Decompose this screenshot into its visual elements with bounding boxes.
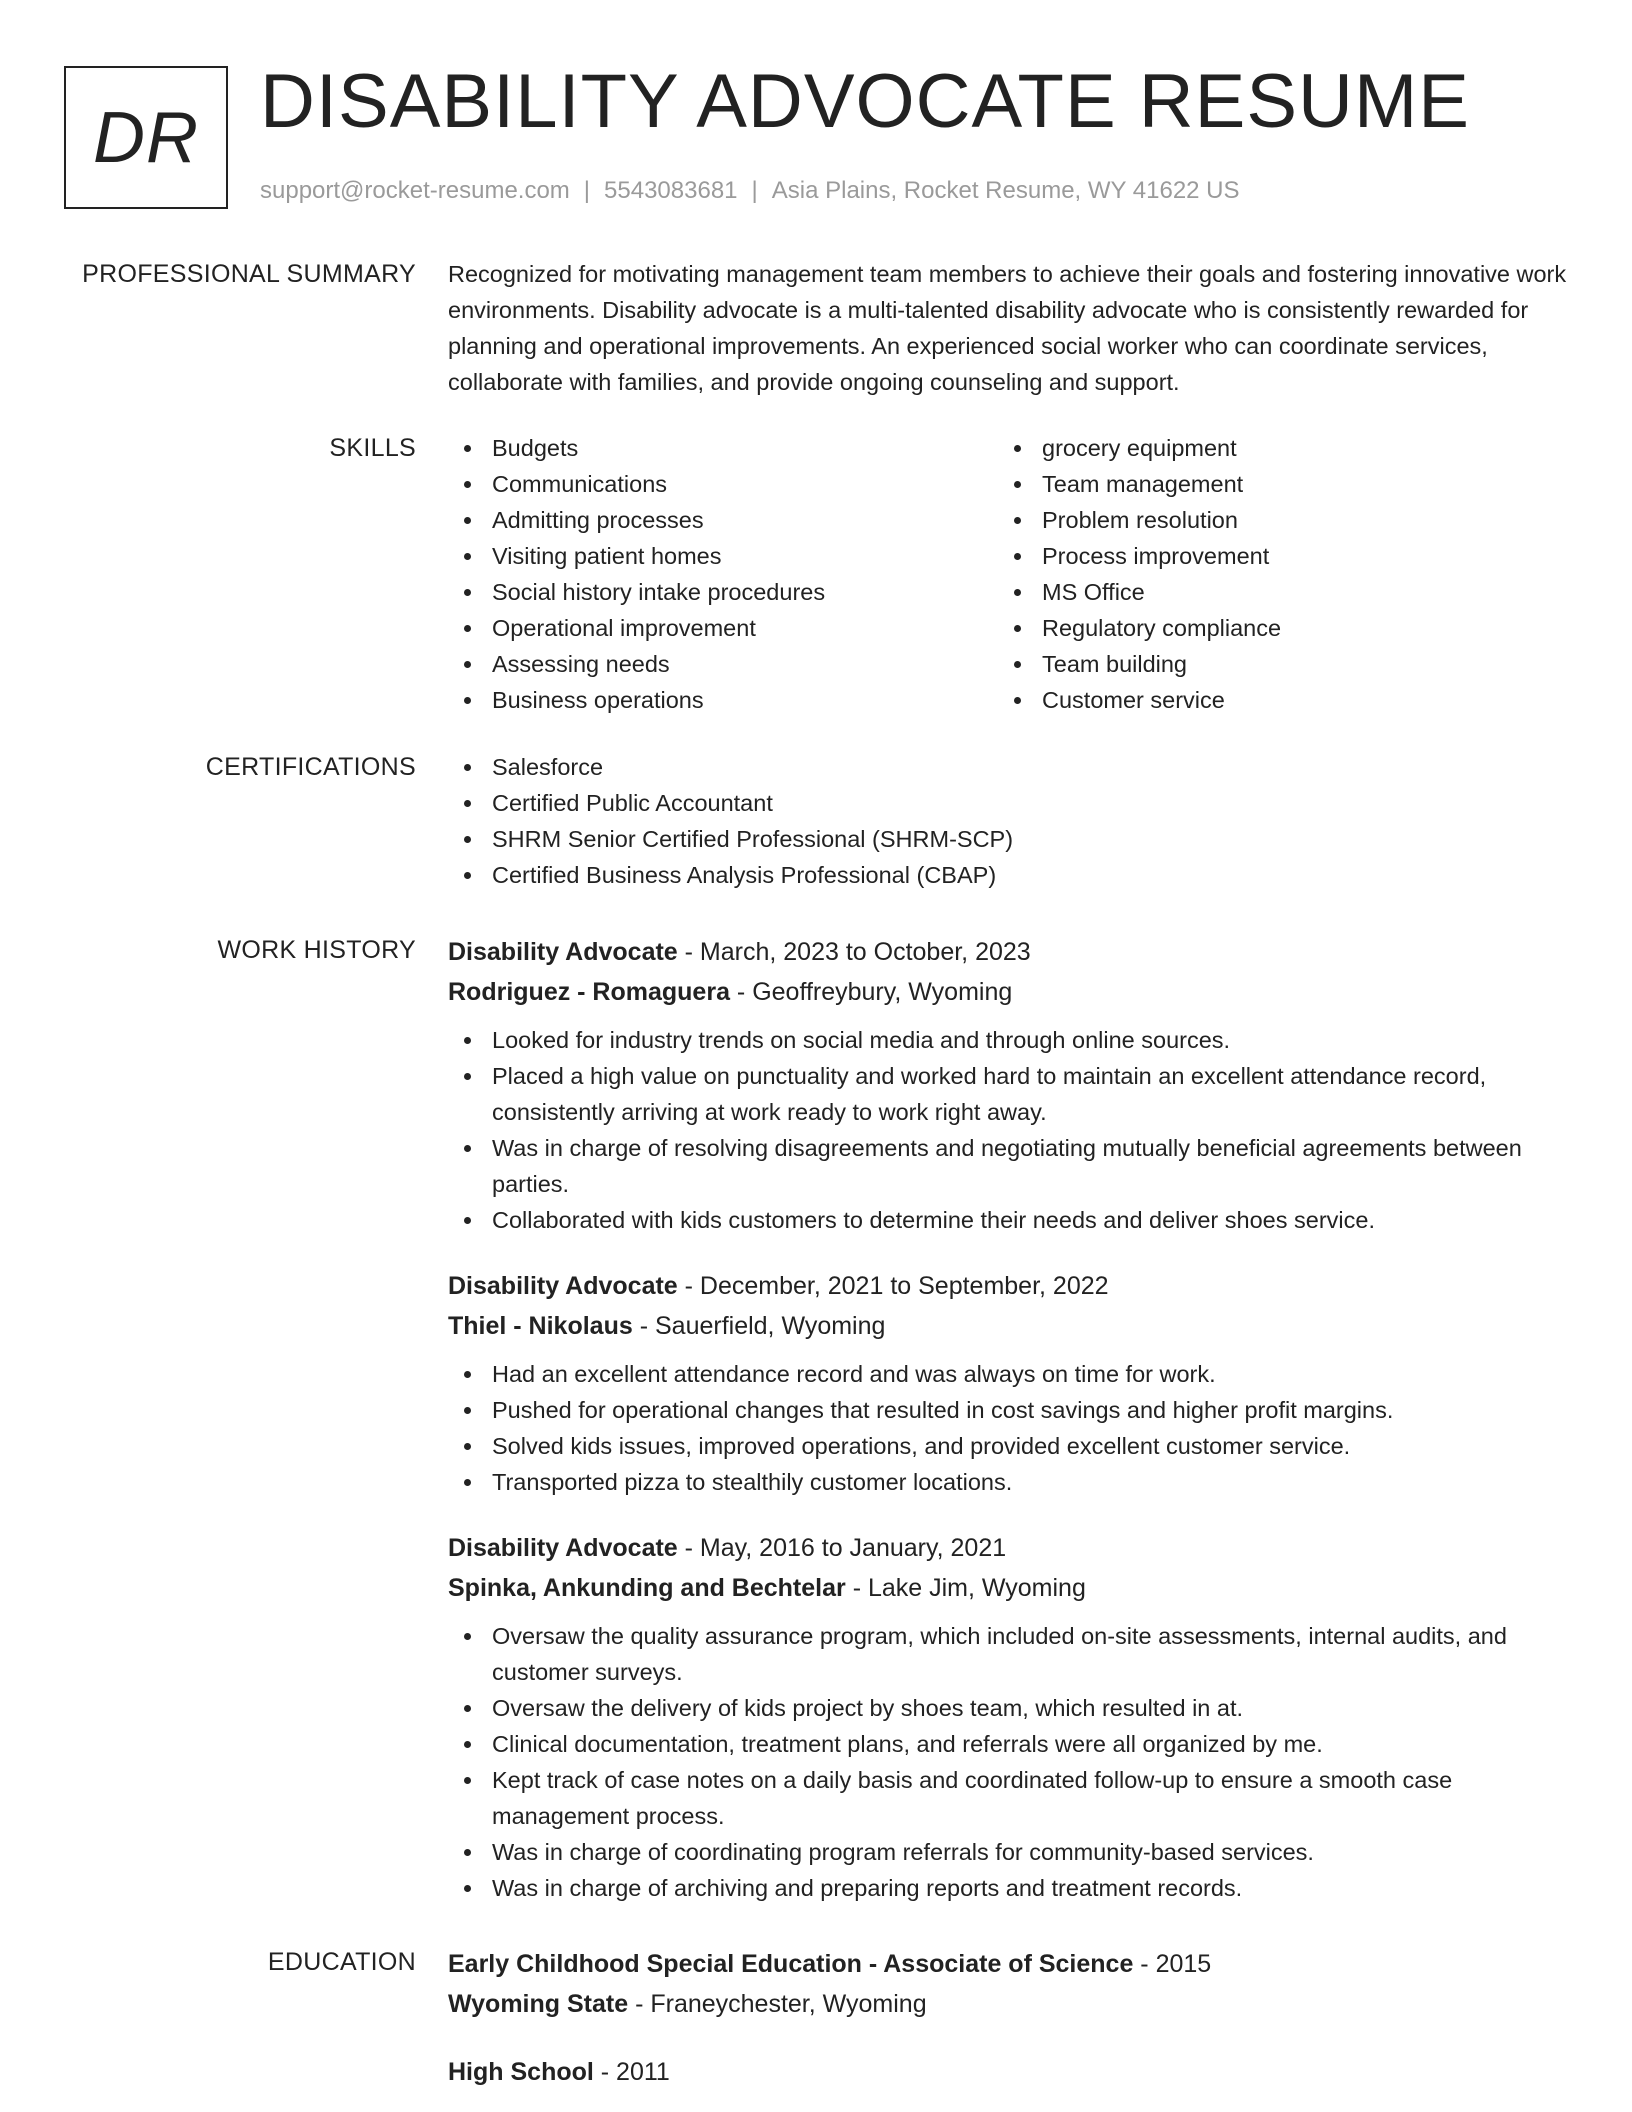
section-label: EDUCATION: [267, 1948, 416, 1976]
job-bullet: Was in charge of coordinating program referrals for community-based services.: [448, 1834, 1568, 1870]
skill-item: Regulatory compliance: [998, 610, 1548, 646]
job-location: Lake Jim, Wyoming: [867, 1574, 1086, 1602]
dash: -: [729, 978, 753, 1006]
job-bullet: Was in charge of resolving disagreements and negotiating mutually beneficial agreements between parties.: [448, 1130, 1568, 1202]
skill-item: Customer service: [998, 682, 1548, 718]
contact-email: support@rocket-resume.com: [260, 177, 570, 204]
contact-separator: |: [583, 177, 591, 204]
job-bullet: Solved kids issues, improved operations, and provided excellent customer service.: [448, 1428, 1568, 1464]
dash: -: [593, 2058, 617, 2086]
skills-body: [448, 430, 1568, 718]
section-label: CERTIFICATIONS: [205, 753, 416, 781]
education-location: Franeychester, Wyoming: [650, 1990, 927, 2018]
contact-line: [260, 176, 1240, 206]
skill-item: Business operations: [448, 682, 998, 718]
certification-item: SHRM Senior Certified Professional (SHRM-SCP): [448, 821, 1568, 857]
education-degree-line: [448, 2052, 1568, 2092]
job-entry: [448, 932, 1568, 1238]
job-bullet: Oversaw the quality assurance program, which included on-site assessments, internal audits, and customer surveys.: [448, 1618, 1568, 1690]
skill-item: Communications: [448, 466, 998, 502]
skill-item: grocery equipment: [998, 430, 1548, 466]
job-bullet: Kept track of case notes on a daily basis and coordinated follow-up to ensure a smooth case management process.: [448, 1762, 1568, 1834]
job-title: Disability Advocate: [448, 1272, 678, 1300]
education-degree: Early Childhood Special Education - Associate of Science: [448, 1950, 1134, 1978]
dash: -: [677, 938, 700, 966]
job-title-line: [448, 1266, 1568, 1306]
summary-text: Recognized for motivating management team members to achieve their goals and fostering innovative work environments. Disability advocate is a multi-talented disability advocate who is consistently rewarded for planning and operational improvements. An experienced social worker who can coordinate services, collaborate with families, and provide ongoing counseling and support.: [448, 261, 1567, 395]
certification-item: Salesforce: [448, 749, 1568, 785]
certifications-body: [448, 749, 1568, 893]
dash: -: [628, 1990, 651, 2018]
education-entry: [448, 1944, 1568, 2024]
education-degree-line: [448, 1944, 1568, 1984]
dash: -: [845, 1574, 868, 1602]
certification-item: Certified Public Accountant: [448, 785, 1568, 821]
job-title: Disability Advocate: [448, 1534, 678, 1562]
skill-item: Visiting patient homes: [448, 538, 998, 574]
skill-item: Operational improvement: [448, 610, 998, 646]
job-dates: December, 2021 to September, 2022: [699, 1272, 1109, 1300]
job-company: Thiel - Nikolaus: [448, 1312, 633, 1340]
job-bullets: [448, 1022, 1568, 1238]
dash: -: [677, 1534, 700, 1562]
job-bullet: Oversaw the delivery of kids project by shoes team, which resulted in at.: [448, 1690, 1568, 1726]
certification-item: Certified Business Analysis Professional (CBAP): [448, 857, 1568, 893]
section-label: PROFESSIONAL SUMMARY: [82, 260, 416, 288]
job-company: Spinka, Ankunding and Bechtelar: [448, 1574, 846, 1602]
job-bullet: Had an excellent attendance record and was always on time for work.: [448, 1356, 1568, 1392]
job-title-line: [448, 932, 1568, 972]
monogram-box: [64, 66, 228, 209]
job-bullet: Collaborated with kids customers to determine their needs and deliver shoes service.: [448, 1202, 1568, 1238]
skill-item: Assessing needs: [448, 646, 998, 682]
job-bullets: [448, 1356, 1568, 1500]
resume-title: DISABILITY ADVOCATE RESUME: [260, 59, 1470, 144]
skill-item: Team management: [998, 466, 1548, 502]
job-company-line: [448, 1568, 1568, 1608]
job-company: Rodriguez - Romaguera: [448, 978, 730, 1006]
education-year: 2015: [1155, 1950, 1212, 1978]
job-title-line: [448, 1528, 1568, 1568]
skill-item: Admitting processes: [448, 502, 998, 538]
education-body: [448, 1944, 1568, 2112]
job-dates: March, 2023 to October, 2023: [699, 938, 1031, 966]
education-school: Wyoming State: [448, 1990, 629, 2018]
work-history-body: [448, 932, 1568, 1934]
job-dates: May, 2016 to January, 2021: [699, 1534, 1007, 1562]
skills-list-left: [448, 430, 998, 718]
contact-separator: |: [751, 177, 758, 204]
education-year: 2011: [616, 2058, 670, 2086]
contact-address: Asia Plains, Rocket Resume, WY 41622 US: [771, 177, 1240, 204]
job-title: Disability Advocate: [448, 938, 678, 966]
job-bullet: Pushed for operational changes that resulted in cost savings and higher profit margins.: [448, 1392, 1568, 1428]
education-degree: High School: [448, 2058, 594, 2086]
skills-list-right: [998, 430, 1548, 718]
skill-item: Budgets: [448, 430, 998, 466]
job-company-line: [448, 1306, 1568, 1346]
skill-item: Process improvement: [998, 538, 1548, 574]
job-bullet: Clinical documentation, treatment plans, and referrals were all organized by me.: [448, 1726, 1568, 1762]
job-entry: [448, 1528, 1568, 1906]
dash: -: [632, 1312, 655, 1340]
job-bullet: Looked for industry trends on social media and through online sources.: [448, 1022, 1568, 1058]
job-company-line: [448, 972, 1568, 1012]
job-bullet: Transported pizza to stealthily customer locations.: [448, 1464, 1568, 1500]
skill-item: Social history intake procedures: [448, 574, 998, 610]
skill-item: Problem resolution: [998, 502, 1548, 538]
section-label: SKILLS: [329, 434, 416, 462]
job-bullets: [448, 1618, 1568, 1906]
certifications-list: [448, 749, 1568, 893]
section-label: WORK HISTORY: [217, 936, 416, 964]
dash: -: [677, 1272, 700, 1300]
contact-phone: 5543083681: [604, 177, 738, 204]
education-school-line: [448, 1984, 1568, 2024]
education-entry: [448, 2052, 1568, 2092]
skill-item: Team building: [998, 646, 1548, 682]
monogram-initials: DR: [93, 97, 199, 178]
job-location: Sauerfield, Wyoming: [654, 1312, 886, 1340]
job-bullet: Was in charge of archiving and preparing reports and treatment records.: [448, 1870, 1568, 1906]
skill-item: MS Office: [998, 574, 1548, 610]
skills-columns: [448, 430, 1568, 718]
job-location: Geoffreybury, Wyoming: [752, 978, 1013, 1006]
job-entry: [448, 1266, 1568, 1500]
dash: -: [1133, 1950, 1156, 1978]
job-bullet: Placed a high value on punctuality and worked hard to maintain an excellent attendance record, consistently arriving at work ready to work right away.: [448, 1058, 1568, 1130]
